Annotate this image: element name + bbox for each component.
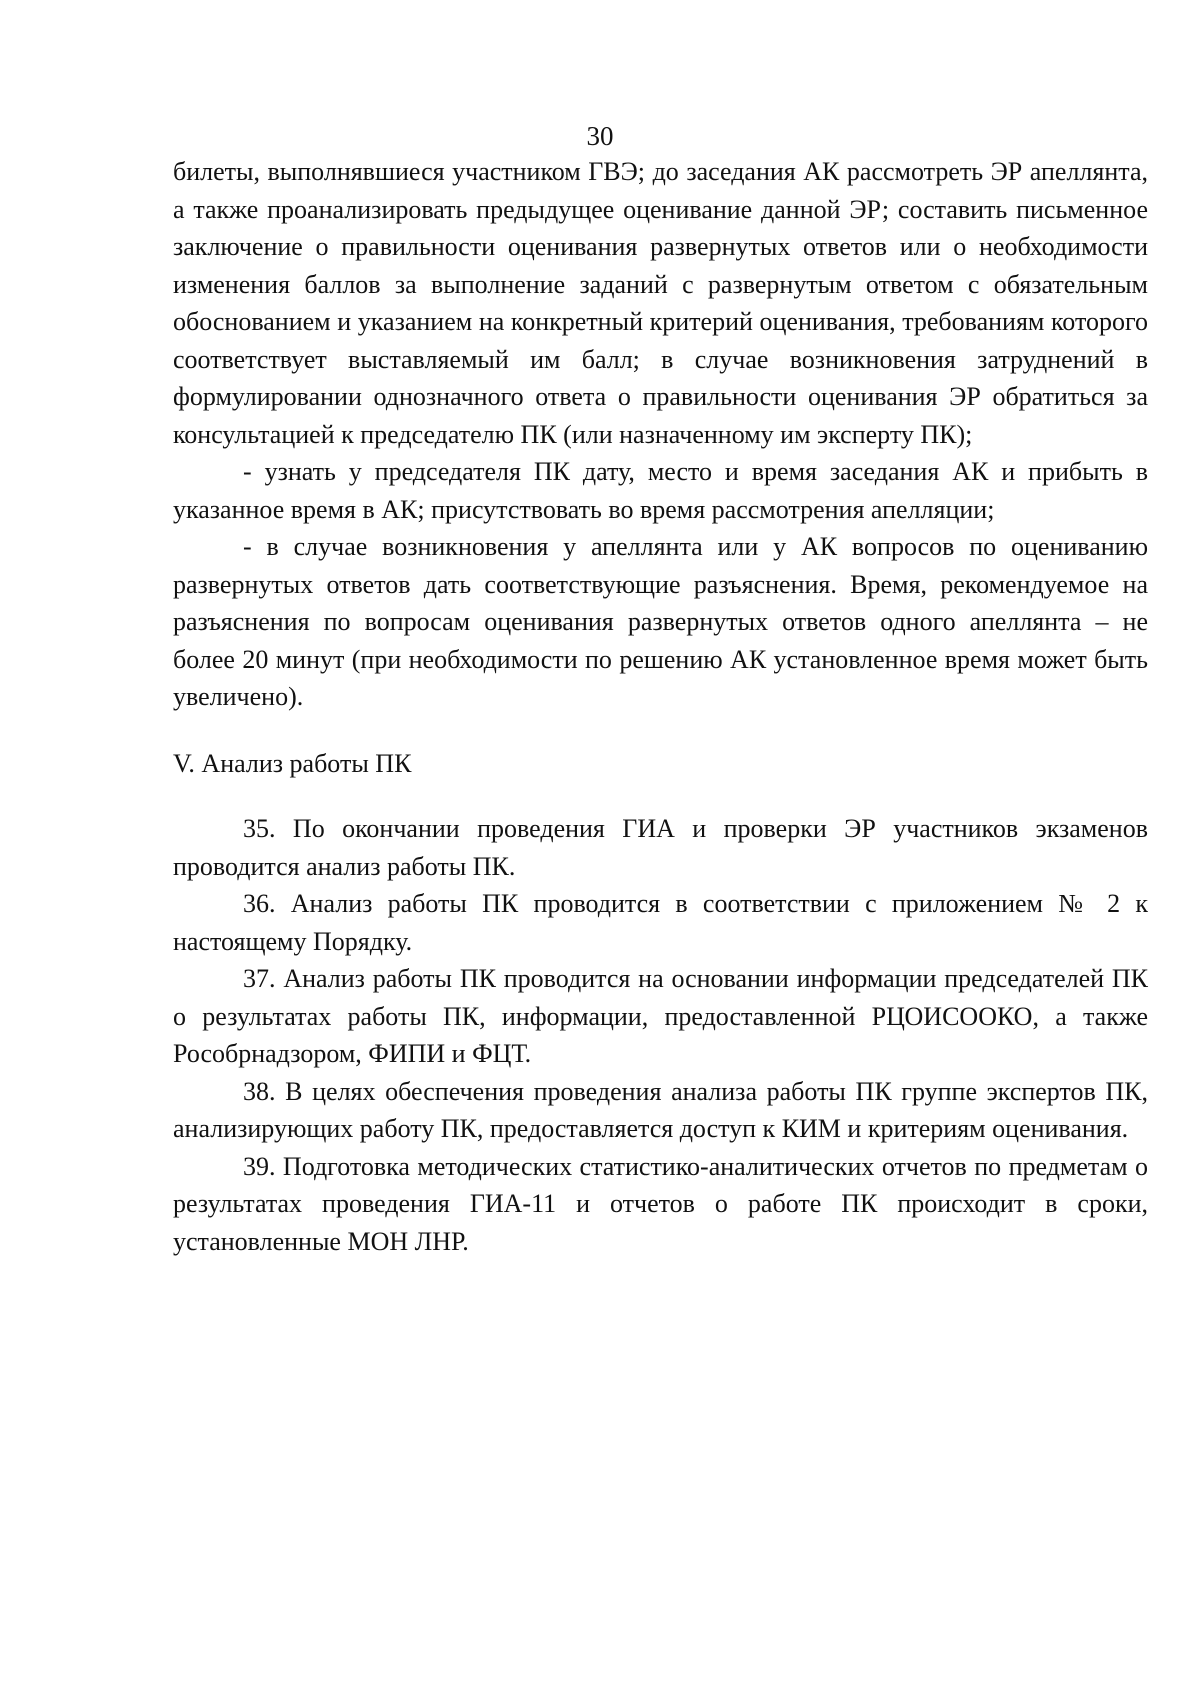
document-body — [173, 153, 1148, 1260]
paragraph-item-38: 38. В целях обеспечения проведения анализа работы ПК группе экспертов ПК, анализирующих работу ПК, предоставляется доступ к КИМ и критериям оценивания. — [173, 1076, 1148, 1143]
paragraph-item-39: 39. Подготовка методических статистико-аналитических отчетов по предметам о результатах проведения ГИА-11 и отчетов о работе ПК происходит в сроки, установленные МОН ЛНР. — [173, 1151, 1148, 1256]
paragraph-item-36: 36. Анализ работы ПК проводится в соответствии с приложением № 2 к настоящему Порядку. — [173, 889, 1148, 956]
paragraph-item-37: 37. Анализ работы ПК проводится на основании информации председателей ПК о результатах работы ПК, информации, предоставленной РЦОИСООКО, а также Рособрнадзором, ФИПИ и ФЦТ. — [173, 964, 1148, 1068]
section-heading: V. Анализ работы ПК — [173, 748, 412, 778]
paragraph-item-35: 35. По окончании проведения ГИА и проверки ЭР участников экзаменов проводится анализ работы ПК. — [173, 814, 1148, 881]
paragraph-continuation: билеты, выполнявшиеся участником ГВЭ; до заседания АК рассмотреть ЭР апеллянта, а также проанализировать предыдущее оценивание данной ЭР; составить письменное заключение о правильности оценивания развернутых ответов или о необходимости изменения баллов за выполнение заданий с развернутым ответом с обязательным обоснованием и указанием на конкретный критерий оценивания, требованиям которого соответствует выставляемый им балл; в случае возникновения затруднений в формулировании однозначного ответа о правильности оценивания ЭР обратиться за консультацией к председателю ПК (или назначенному им эксперту ПК); — [173, 157, 1148, 449]
paragraph-explanations: - в случае возникновения у апеллянта или у АК вопросов по оцениванию развернутых ответов дать соответствующие разъяснения. Время, рекомендуемое на разъяснения по вопросам оценивания развернутых ответов одного апеллянта – не более 20 минут (при необходимости по решению АК установленное время может быть увеличено). — [173, 532, 1148, 711]
page-number: 30 — [586, 121, 614, 151]
paragraph-learn-date: - узнать у председателя ПК дату, место и время заседания АК и прибыть в указанное время в АК; присутствовать во время рассмотрения апелляции; — [173, 457, 1148, 524]
